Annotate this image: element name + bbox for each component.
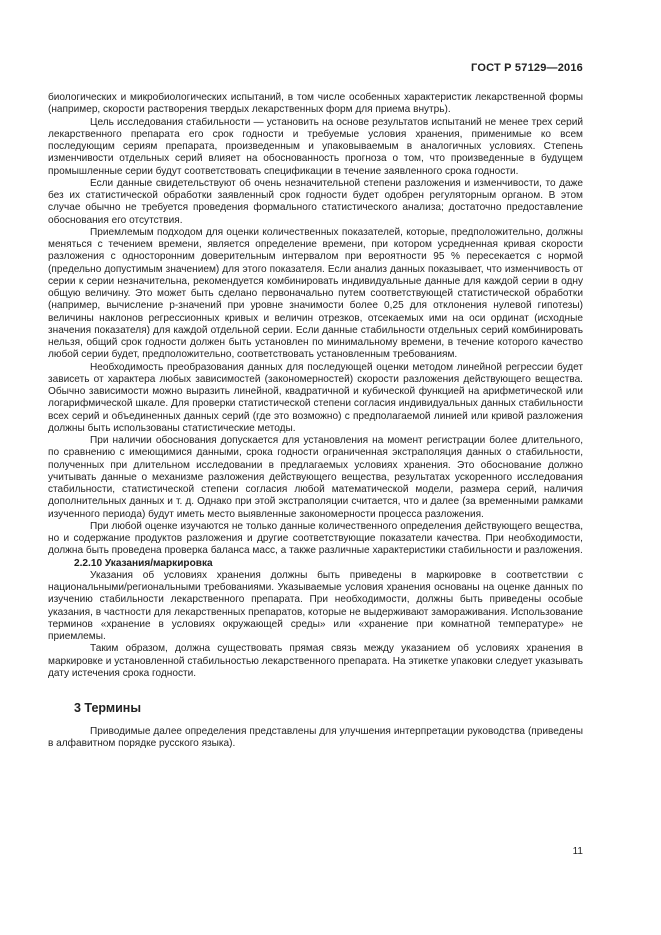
- document-body: [48, 92, 583, 751]
- subsection-heading: 2.2.10 Указания/маркировка: [74, 557, 213, 569]
- page-number: 11: [572, 846, 583, 857]
- paragraph: Указания об условиях хранения должны быть приведены в маркировке в соответствии с национальными/региональными требованиями. Указываемые условия хранения основаны на оценке данных по изучению стабильности лекарственного препарата. При необходимости, должны быть приведены особые указания, в частности для лекарственных препаратов, которые не выдерживают замораживания. Использование терминов «хранение в условиях окружающей среды» или «хранение при комнатной температуре» не приемлемы.: [48, 569, 583, 642]
- paragraph: Необходимость преобразования данных для последующей оценки методом линейной регрессии будет зависеть от характера любых зависимостей (закономерностей) скорости разложения действующего вещества. Обычно зависимости можно выразить линейной, квадратичной и кубической функцией на арифметической или логарифмической шкале. Для проверки статистической степени согласия индивидуальных данных стабильности всех серий и объединенных данных серий (где это возможно) с предполагаемой линией или кривой разложения должны быть использованы статистические методы.: [48, 361, 583, 434]
- paragraph: При любой оценке изучаются не только данные количественного определения действующего вещества, но и содержание продуктов разложения и другие соответствующие показатели качества. При необходимости, должна быть проведена проверка баланса масс, а также различные характеристики стабильности и разложения.: [48, 520, 583, 557]
- paragraph: Приемлемым подходом для оценки количественных показателей, которые, предположительно, должны меняться с течением времени, является определение времени, при котором усредненная кривая скорости разложения с односторонним доверительным интервалом при вероятности 95 % пересекается с нормой (предельно допустимым значением) для этого показателя. Если анализ данных показывает, что изменчивость от серии к серии незначительна, рекомендуется комбинировать индивидуальные данные для каждой серии в одну общую величину. Это может быть сделано первоначально путем соответствующей статистической обработки (например, вычисление p-значений при уровне значимости более 0,25 для отклонения нулевой гипотезы) величины наклонов регрессионных кривых и величин отрезков, отсекаемых ими на оси ординат (исходные значения показателя) для каждой отдельной серии. Если данные стабильности отдельных серий комбинировать нельзя, общий срок годности должен быть установлен по минимальному времени, в течение которого качество любой серии будет, предположительно, соответствовать установленным требованиям.: [48, 226, 583, 361]
- paragraph: биологических и микробиологических испытаний, в том числе особенных характеристик лекарственной формы (например, скорости растворения твердых лекарственных форм для приема внутрь).: [48, 92, 583, 116]
- paragraph: При наличии обоснования допускается для установления на момент регистрации более длительного, по сравнению с имеющимися данными, срока годности ограниченная экстраполяция данных о стабильности, полученных при длительном исследовании в предлагаемых условиях хранения. Это обоснование должно учитывать данные о механизме разложения действующего вещества, результатах ускоренного исследования стабильности, статистической степени согласия любой математической модели, размера серий, наличия дополнительных данных и т. д. Однако при этой экстраполяции считается, что и далее (за временными рамками изученного периода) будут иметь место выявленные закономерности процесса разложения.: [48, 435, 583, 520]
- paragraph: Если данные свидетельствуют об очень незначительной степени разложения и изменчивости, то даже без их статистической обработки заявленный срок годности будет одобрен регуляторным органом. В этом случае обычно не требуется проведения формального статистического анализа; достаточно предоставление обоснования его отсутствия.: [48, 177, 583, 226]
- paragraph: Цель исследования стабильности — установить на основе результатов испытаний не менее трех серий лекарственного препарата его срок годности и требуемые условия хранения, применимые ко всем последующим сериям препарата, произведенным и упаковываемым в аналогичных условиях. Степень изменчивости отдельных серий влияет на обоснованность прогноза о том, что произведенные в будущем промышленные серии будут соответствовать спецификации в течение заявленного срока годности.: [48, 116, 583, 177]
- paragraph: Приводимые далее определения представлены для улучшения интерпретации руководства (приведены в алфавитном порядке русского языка).: [48, 726, 583, 750]
- section-heading: 3 Термины: [74, 701, 142, 715]
- standard-header: ГОСТ Р 57129—2016: [471, 62, 583, 74]
- paragraph: Таким образом, должна существовать прямая связь между указанием об условиях хранения в маркировке и установленной стабильностью лекарственного препарата. На этикетке упаковки следует указывать дату истечения срока годности.: [48, 643, 583, 679]
